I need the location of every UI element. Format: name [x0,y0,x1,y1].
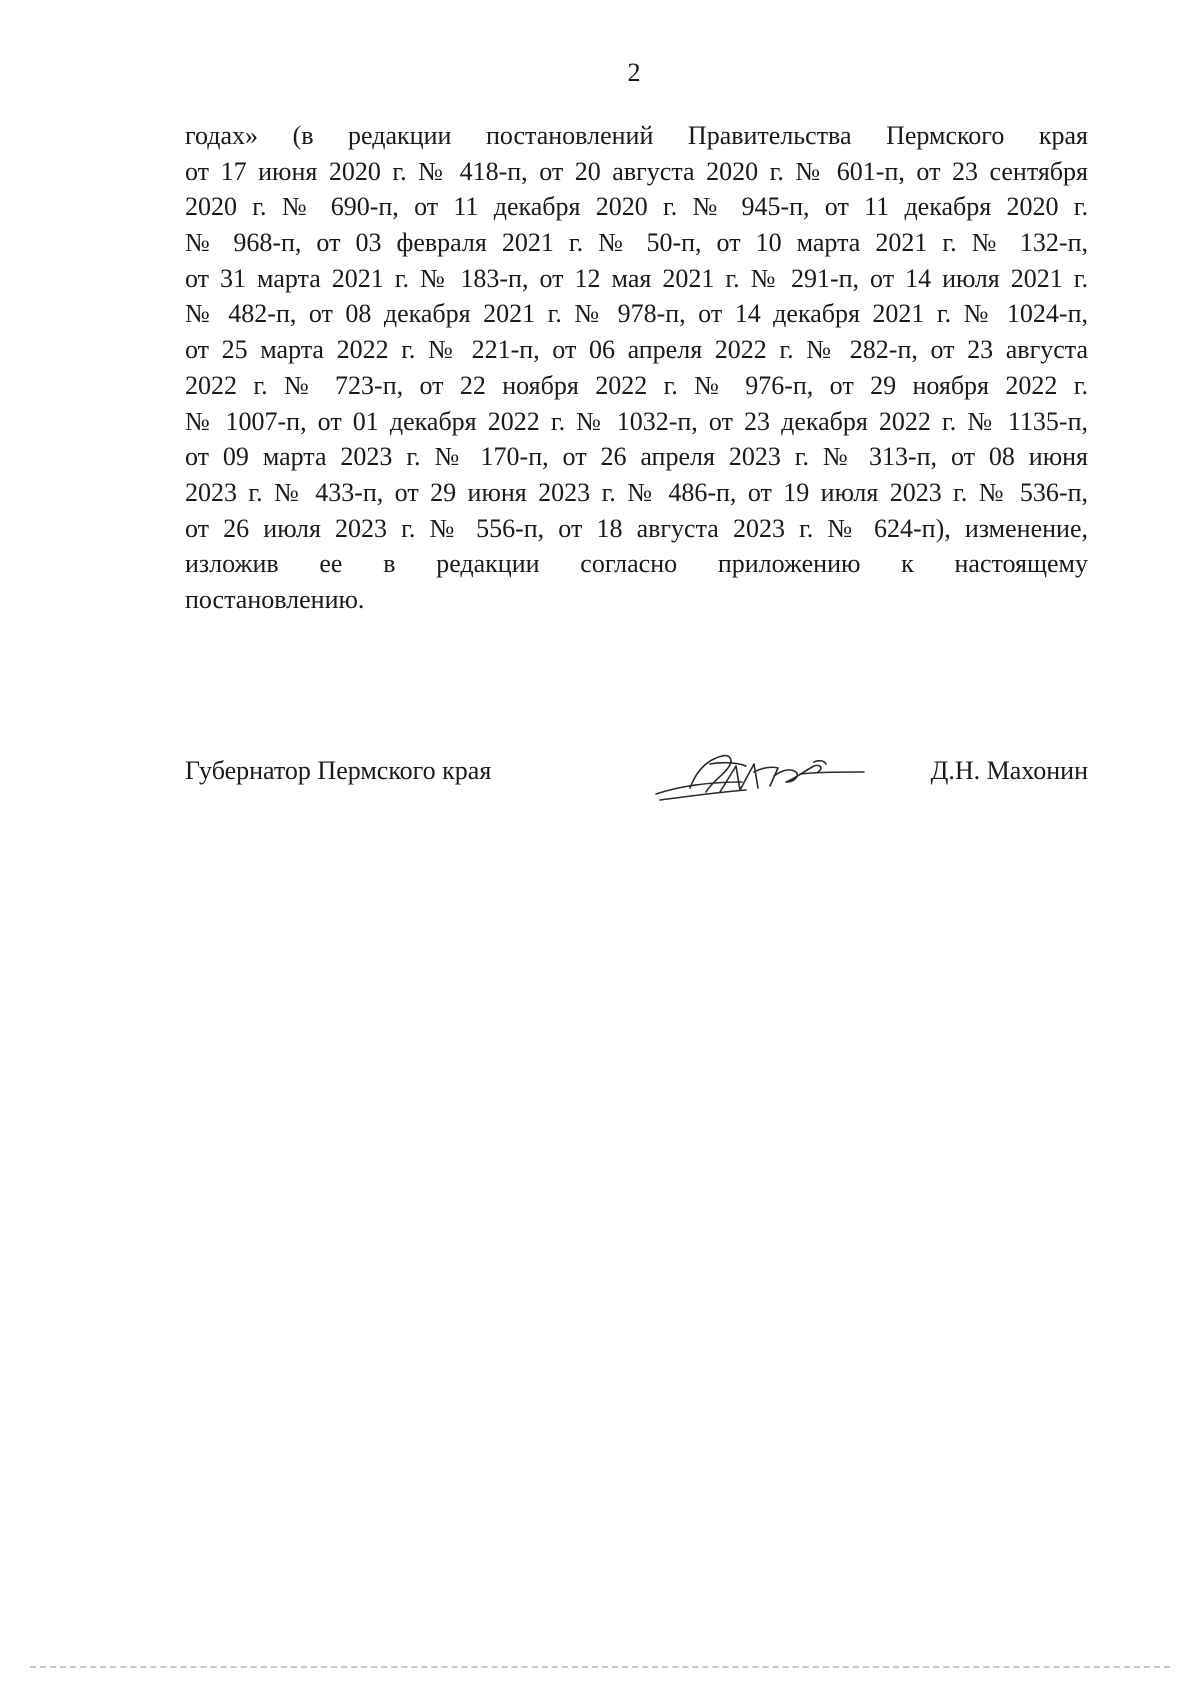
body-line: 2020 г. № 690-п, от 11 декабря 2020 г. № 945-п, от 11 декабря 2020 г. [185,192,1088,222]
body-line: изложив ее в редакции согласно приложению к настоящему [185,549,1088,579]
signer-title: Губернатор Пермского края [185,756,492,785]
body-line: постановлению. [185,584,365,614]
signer-name: Д.Н. Махонин [930,756,1088,785]
body-line: № 1007-п, от 01 декабря 2022 г. № 1032-п, от 23 декабря 2022 г. № 1135-п, [185,406,1088,436]
body-line: № 968-п, от 03 февраля 2021 г. № 50-п, от 10 марта 2021 г. № 132-п, [185,228,1088,258]
body-line: от 25 марта 2022 г. № 221-п, от 06 апреля 2022 г. № 282-п, от 23 августа [185,335,1088,365]
body-paragraph [185,118,1088,618]
body-line: 2023 г. № 433-п, от 29 июня 2023 г. № 486-п, от 19 июля 2023 г. № 536-п, [185,477,1088,507]
body-line: от 09 марта 2023 г. № 170-п, от 26 апреля 2023 г. № 313-п, от 08 июня [185,442,1088,472]
body-line: 2022 г. № 723-п, от 22 ноября 2022 г. № 976-п, от 29 ноября 2022 г. [185,370,1088,400]
body-line: от 17 июня 2020 г. № 418-п, от 20 августа 2020 г. № 601-п, от 23 сентября [185,156,1088,186]
handwritten-signature [650,742,870,812]
scan-edge-line [30,1666,1170,1670]
body-line: от 31 марта 2021 г. № 183-п, от 12 мая 2021 г. № 291-п, от 14 июля 2021 г. [185,263,1088,293]
page-number: 2 [627,58,641,87]
body-line: от 26 июля 2023 г. № 556-п, от 18 августа 2023 г. № 624-п), изменение, [185,513,1088,543]
body-line: № 482-п, от 08 декабря 2021 г. № 978-п, от 14 декабря 2021 г. № 1024-п, [185,299,1088,329]
signature-block [185,752,1088,812]
body-line: годах» (в редакции постановлений Правительства Пермского края [185,121,1088,150]
